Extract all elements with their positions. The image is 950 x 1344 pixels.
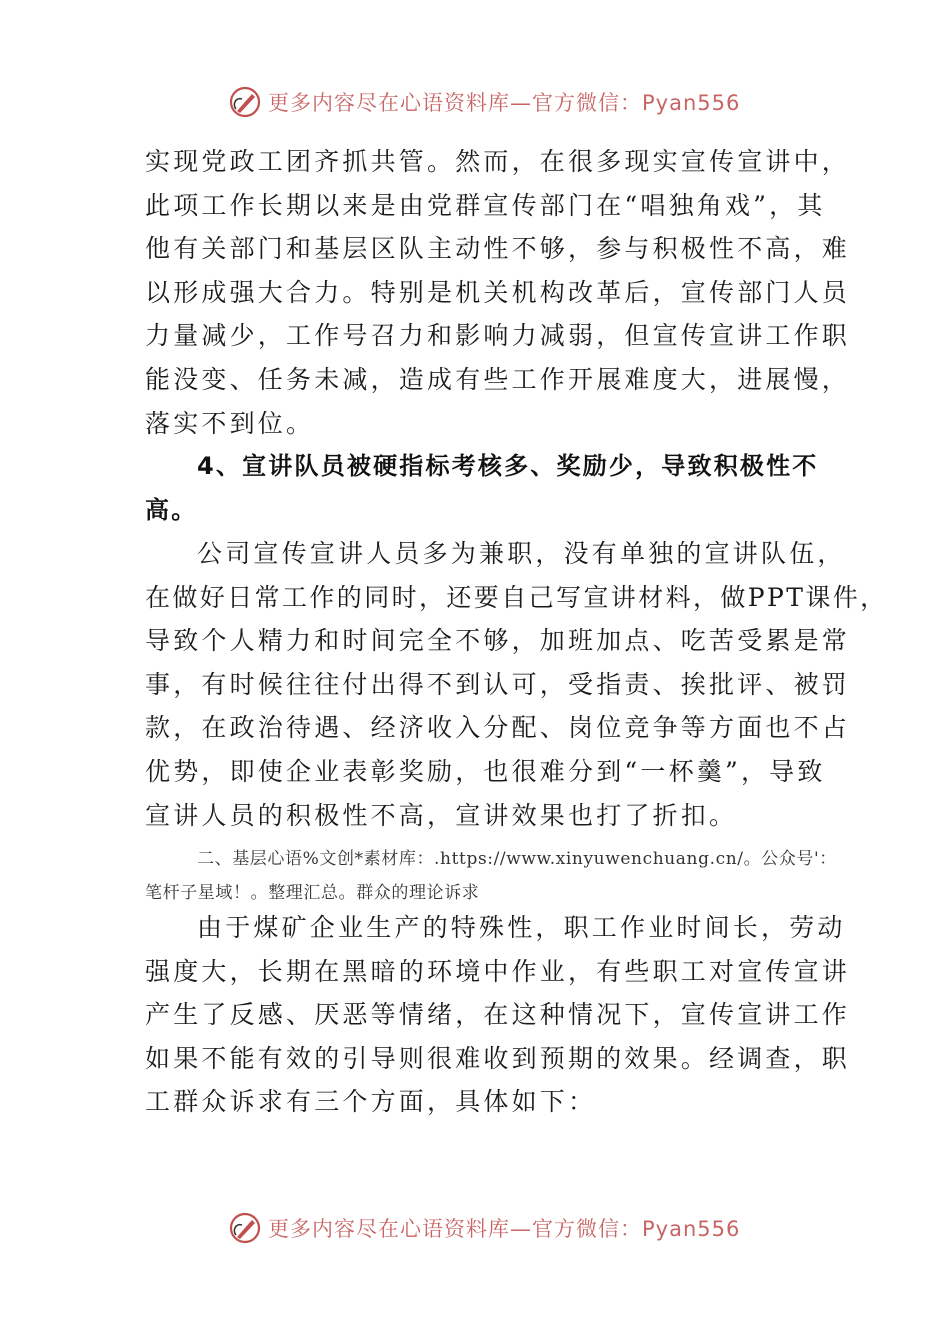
section-heading-4 bbox=[145, 444, 819, 532]
text-line: 事，有时候往往付出得不到认可，受指责、挨批评、被罚 bbox=[145, 669, 851, 699]
section-2-heading bbox=[145, 842, 835, 910]
heading-line: 4、宣讲队员被硬指标考核多、奖励少，导致积极性不 bbox=[197, 452, 819, 480]
text-line: 落实不到位。 bbox=[145, 408, 315, 438]
footer-banner bbox=[228, 1208, 748, 1248]
text-line: 优势，即使企业表彰奖励，也很难分到“一杯羹”，导致 bbox=[145, 756, 826, 786]
paragraph-3 bbox=[145, 906, 851, 1124]
text-line: 强度大，长期在黑暗的环境中作业，有些职工对宣传宣讲 bbox=[145, 956, 851, 986]
text-line: 他有关部门和基层区队主动性不够，参与积极性不高，难 bbox=[145, 234, 851, 264]
banner-text: 更多内容尽在心语资料库—官方微信：Pyan556 bbox=[268, 91, 741, 115]
text-line: 在做好日常工作的同时，还要自己写宣讲材料，做PPT课件， bbox=[145, 582, 888, 612]
text-line: 由于煤矿企业生产的特殊性，职工作业时间长，劳动 bbox=[197, 913, 846, 942]
paragraph-1 bbox=[145, 140, 851, 445]
section-line: 笔杆子星域！。整理汇总。群众的理论诉求 bbox=[145, 883, 480, 903]
header-banner bbox=[228, 82, 748, 122]
text-line: 实现党政工团齐抓共管。然而，在很多现实宣传宣讲中， bbox=[145, 147, 851, 176]
text-line: 款，在政治待遇、经济收入分配、岗位竞争等方面也不占 bbox=[145, 713, 851, 743]
text-line: 此项工作长期以来是由党群宣传部门在“唱独角戏”，其 bbox=[145, 190, 826, 220]
text-line: 导致个人精力和时间完全不够，加班加点、吃苦受累是常 bbox=[145, 626, 851, 656]
section-line: 二、基层心语%文创*素材库：.https://www.xinyuwenchuang.cn/。公众号'： bbox=[197, 849, 837, 869]
text-line: 力量减少，工作号召力和影响力减弱，但宣传宣讲工作职 bbox=[145, 321, 851, 351]
banner-text: 更多内容尽在心语资料库—官方微信：Pyan556 bbox=[268, 1217, 741, 1241]
heading-line: 高。 bbox=[145, 496, 198, 524]
paragraph-2 bbox=[145, 532, 888, 837]
text-line: 公司宣传宣讲人员多为兼职，没有单独的宣讲队伍， bbox=[197, 539, 846, 568]
pen-heart-logo-icon bbox=[228, 85, 262, 119]
text-line: 产生了反感、厌恶等情绪，在这种情况下，宣传宣讲工作 bbox=[145, 1000, 851, 1030]
text-line: 如果不能有效的引导则很难收到预期的效果。经调查，职 bbox=[145, 1043, 851, 1073]
text-line: 能没变、任务未减，造成有些工作开展难度大，进展慢， bbox=[145, 364, 851, 394]
text-line: 工群众诉求有三个方面，具体如下： bbox=[145, 1087, 597, 1117]
text-line: 宣讲人员的积极性不高，宣讲效果也打了折扣。 bbox=[145, 800, 738, 830]
pen-heart-logo-icon bbox=[228, 1211, 262, 1245]
text-line: 以形成强大合力。特别是机关机构改革后，宣传部门人员 bbox=[145, 277, 851, 307]
